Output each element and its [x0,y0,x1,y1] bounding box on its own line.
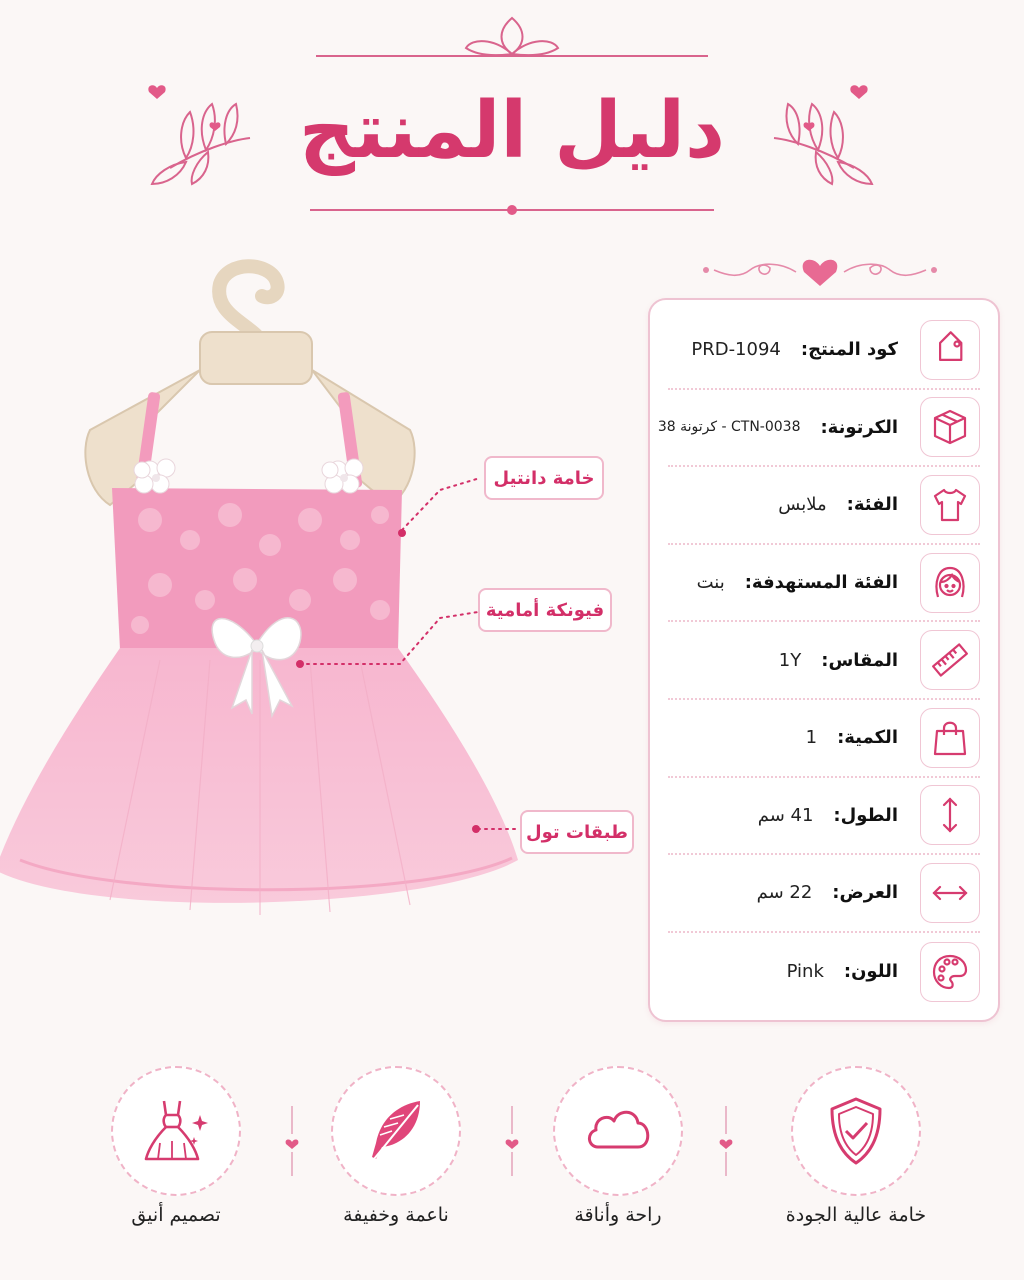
feature-label: راحة وأناقة [574,1204,662,1226]
spec-label: الكرتونة: [820,416,898,438]
spec-value: 1Y [778,649,802,671]
feature-soft-light [306,1066,486,1246]
feature-divider [284,1106,300,1176]
feature-label: تصميم أنيق [131,1204,221,1226]
box-icon [920,397,980,457]
spec-row-carton [657,390,980,468]
spec-value: بنت [696,572,725,594]
cloud-icon [553,1066,683,1196]
pink-tulle-dress-image [0,255,560,955]
horizontal-arrows-icon [920,863,980,923]
spec-label: الفئة: [846,494,898,516]
spec-row-size [668,622,980,700]
spec-label: الطول: [833,804,898,826]
shopping-bag-icon [920,708,980,768]
spec-value: 41 سم [757,804,814,826]
shirt-icon [920,475,980,535]
feature-label: خامة عالية الجودة [785,1204,927,1226]
ruler-icon [920,630,980,690]
spec-row-product-code [668,312,980,390]
spec-row-target-group [668,545,980,623]
spec-label: المقاس: [821,649,898,671]
spec-value: Pink [786,961,824,983]
spec-ornament [700,238,940,288]
spec-label: الفئة المستهدفة: [744,572,898,594]
feature-divider [504,1106,520,1176]
spec-label: العرض: [832,882,898,904]
spec-value: ملابس [778,494,827,516]
spec-card [648,298,1000,1022]
spec-row-color [668,933,980,1011]
tag-icon [920,320,980,380]
palette-icon [920,942,980,1002]
spec-row-length [668,778,980,856]
spec-label: الكمية: [837,727,898,749]
spec-label: اللون: [843,961,898,983]
girl-face-icon [920,553,980,613]
spec-value: CTN-0038 - كرتونة 38 [657,419,801,436]
spec-value: PRD-1094 [691,339,781,361]
vertical-arrows-icon [920,785,980,845]
callout-front-bow: فيونكة أمامية [478,588,612,632]
feature-high-quality [766,1066,946,1246]
spec-label: كود المنتج: [800,339,898,361]
spec-row-quantity [668,700,980,778]
feature-elegant-design [86,1066,266,1246]
dress-sparkle-icon [111,1066,241,1196]
feather-icon [331,1066,461,1196]
shield-check-icon [791,1066,921,1196]
feature-comfort-elegance [528,1066,708,1246]
spec-row-category [668,467,980,545]
feature-divider [718,1106,734,1176]
spec-value: 22 سم [756,882,813,904]
callout-tulle-layers: طبقات تول [520,810,634,854]
feature-label: ناعمة وخفيفة [343,1204,449,1226]
spec-value: 1 [805,727,818,749]
page-title: دليل المنتج [298,86,726,176]
callout-lace-material: خامة دانتيل [484,456,604,500]
spec-row-width [668,855,980,933]
